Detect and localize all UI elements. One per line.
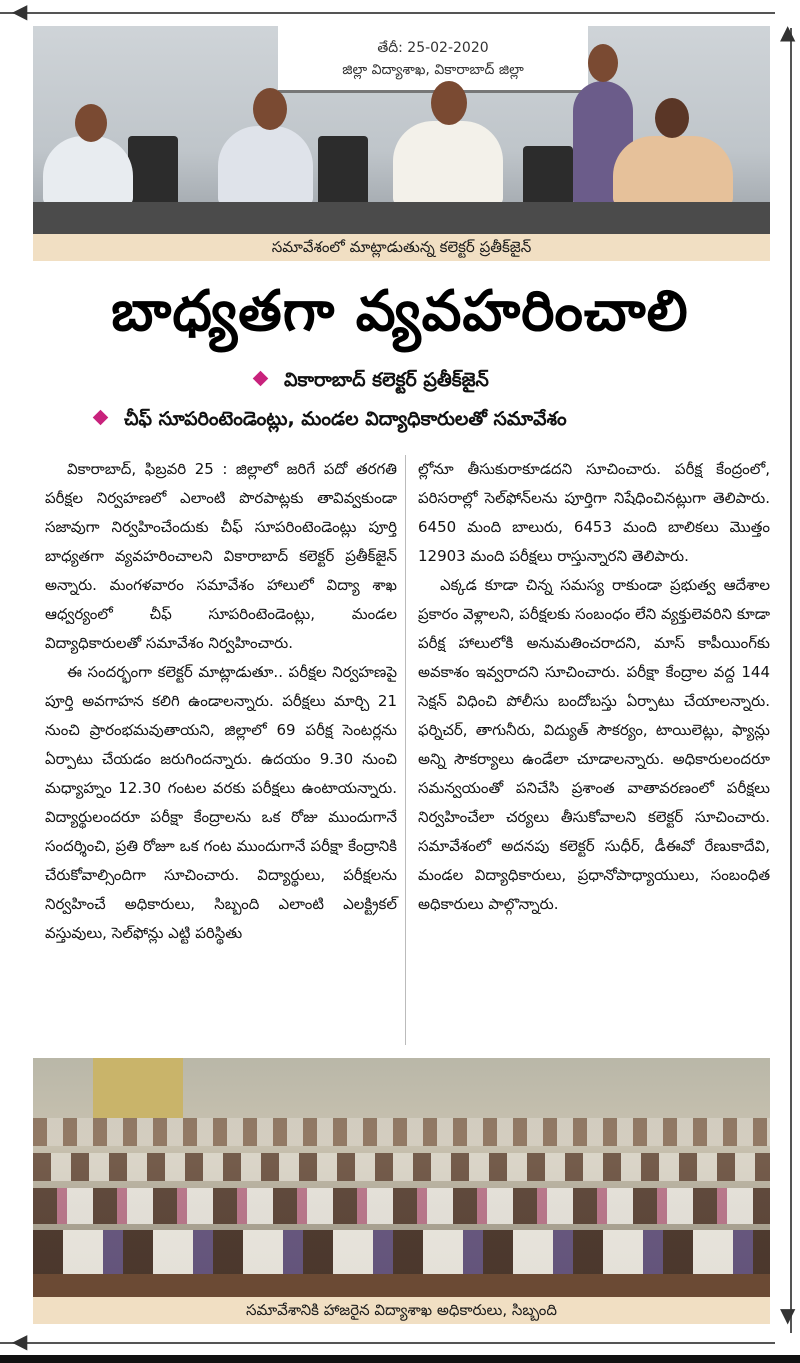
headline: బాధ్యతగా వ్యవహరించాలి bbox=[111, 279, 689, 344]
article-column-right bbox=[418, 455, 770, 919]
column-divider bbox=[405, 455, 406, 1045]
horizontal-scroll-track-top bbox=[0, 12, 775, 14]
horizontal-scroll-track-bottom bbox=[0, 1342, 775, 1344]
conference-table bbox=[33, 202, 770, 234]
arrow-down-icon[interactable]: ▼ bbox=[780, 1303, 796, 1327]
banner-date: తేదీ: 25-02-2020 bbox=[377, 40, 489, 56]
banner-line: జిల్లా విద్యాశాఖ, వికారాబాద్ జిల్లా bbox=[342, 62, 524, 78]
top-photo-caption: సమావేశంలో మాట్లాడుతున్న కలెక్టర్ ప్రతీక్‌జైన్ bbox=[33, 234, 770, 261]
diamond-bullet-icon bbox=[253, 371, 269, 387]
article-paragraph: ఎక్కడ కూడా చిన్న సమస్య రాకుండా ప్రభుత్వ ఆదేశాల ప్రకారం వెళ్లాలని, పరీక్షలకు సంబంధం లేని వ్యక్తులెవరిని కూడా పరీక్ష హాలులోకి అనుమతించరాదని, మాస్ కాపీయింగ్‌కు అవకాశం ఇవ్వరాదని సూచించారు. పరీక్షా కేంద్రాల వద్ద 144 సెక్షన్ విధించి పోలీసు బందోబస్తు ఏర్పాటు చేయాలన్నారు. ఫర్నిచర్, తాగునీరు, విద్యుత్ సౌకర్యం, టాయిలెట్లు, ఫ్యాన్లు అన్ని సౌకర్యాలు ఉండేలా చూడాలన్నారు. అధికారులందరూ సమన్వయంతో పనిచేసి ప్రశాంత వాతావరణంలో పరీక్షలు నిర్వహించేలా చర్యలు తీసుకోవాలని కలెక్టర్ సూచించారు. సమావేశంలో అదనపు కలెక్టర్ సుధీర్, డీఈవో రేణుకాదేవి, మండల విద్యాధికారులు, ప్రధానోపాధ్యాయులు, సంబంధిత అధికారులు పాల్గొన్నారు. bbox=[418, 576, 771, 913]
arrow-left-icon[interactable]: ◀ bbox=[12, 0, 28, 23]
subhead-text-2: చీఫ్ సూపరింటెండెంట్లు, మండల విద్యాధికారులతో సమావేశం bbox=[124, 408, 567, 430]
subhead-bullet-1 bbox=[255, 365, 489, 395]
window-curtain bbox=[93, 1058, 183, 1118]
arrow-left-icon[interactable]: ◀ bbox=[12, 1329, 28, 1353]
vertical-scrollbar[interactable] bbox=[790, 28, 792, 1333]
stage-banner bbox=[278, 26, 588, 93]
article-paragraph: ల్లోనూ తీసుకురాకూడదని సూచించారు. పరీక్ష కేంద్రంలో, పరిసరాల్లో సెల్‌ఫోన్‌లను పూర్తిగా నిషేధించినట్లుగా తెలిపారు. 6450 మంది బాలురు, 6453 మంది బాలికలు మొత్తం 12903 మంది పరీక్షలు రాస్తున్నారని తెలిపారు. bbox=[418, 460, 770, 565]
subhead-text-1: వికారాబాద్ కలెక్టర్ ప్రతీక్‌జైన్ bbox=[284, 369, 489, 391]
article-paragraph: ఈ సందర్భంగా కలెక్టర్ మాట్లాడుతూ.. పరీక్షల నిర్వహణపై పూర్తి అవగాహన కలిగి ఉండాలన్నారు. పరీక్షలు మార్చి 21 నుంచి ప్రారంభమవుతాయని, జిల్లాలో 69 పరీక్ష సెంటర్లను ఏర్పాటు చేయడం జరుగిందన్నారు. ఉదయం 9.30 నుంచి మధ్యాహ్నం 12.30 గంటల వరకు పరీక్షలు ఉంటాయన్నారు. విద్యార్థులందరూ పరీక్షా కేంద్రాలను ఒక రోజు ముందుగానే సందర్శించి, ప్రతి రోజూ ఒక గంట ముందుగానే పరీక్షా కేంద్రానికి చేరుకోవాల్సిందిగా సూచించారు. విద్యార్థులు, పరీక్షలను నిర్వహించే అధికారులు, సిబ్బంది ఎలాంటి ఎలక్ట్రికల్ వస్తువులు, సెల్‌ఫోన్లు ఎట్టి పరిస్థితు bbox=[45, 663, 397, 942]
diamond-bullet-icon bbox=[93, 410, 109, 426]
bottom-photo-caption: సమావేశానికి హాజరైన విద్యాశాఖ అధికారులు, సిబ్బంది bbox=[33, 1297, 770, 1324]
audience-photo bbox=[33, 1058, 770, 1298]
page-bottom-bar bbox=[0, 1355, 800, 1363]
subhead-bullet-2 bbox=[95, 404, 567, 434]
arrow-up-icon[interactable]: ▲ bbox=[780, 20, 796, 44]
meeting-stage-photo bbox=[33, 26, 770, 234]
article-paragraph: వికారాబాద్, ఫిబ్రవరి 25 : జిల్లాలో జరిగే పదో తరగతి పరీక్షల నిర్వహణలో ఎలాంటి పొరపాట్లకు తావివ్వకుండా సజావుగా నిర్వహించేందుకు చీఫ్ సూపరింటెండెంట్లు పూర్తి బాధ్యతగా వ్యవహరించాలని వికారాబాద్ కలెక్టర్ ప్రతీక్‌జైన్ అన్నారు. మంగళవారం సమావేశం హాలులో విద్యా శాఖ ఆధ్వర్యంలో చీఫ్ సూపరింటెండెంట్లు, మండల విద్యాధికారులతో సమావేశం నిర్వహించారు. bbox=[45, 460, 397, 652]
article-column-left bbox=[45, 455, 397, 948]
